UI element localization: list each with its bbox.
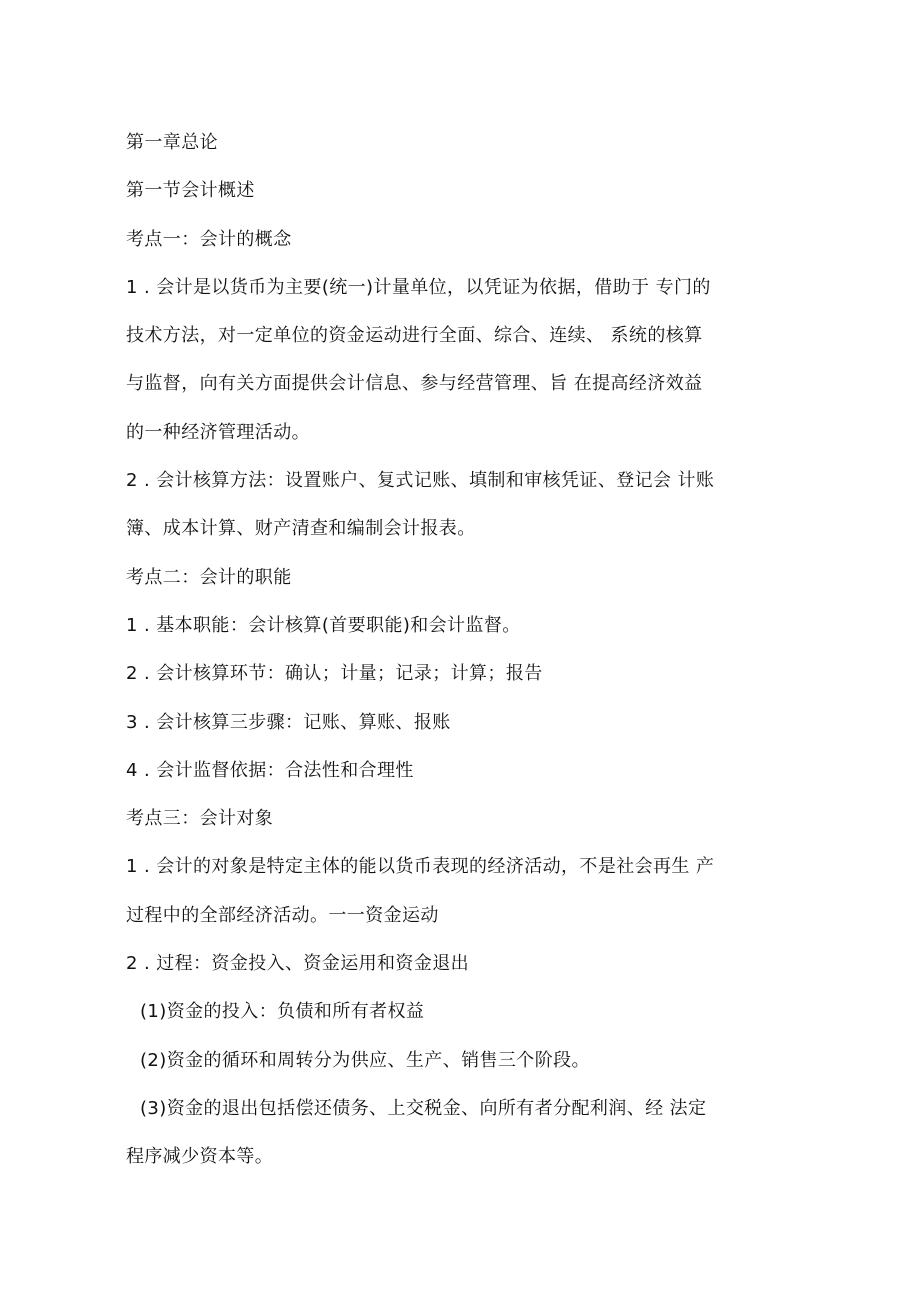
sub-item: (3)资金的退出包括偿还债务、上交税金、向所有者分配利润、经 法定 xyxy=(140,1097,707,1119)
paragraph-line: 技术方法，对一定单位的资金运动进行全面、综合、连续、 系统的核算 xyxy=(126,325,703,347)
paragraph-line: 1 . 基本职能：会计核算(首要职能)和会计监督。 xyxy=(126,614,521,636)
paragraph-line: 2 . 会计核算环节：确认；计量；记录；计算；报告 xyxy=(126,663,543,685)
topic-heading-3: 考点三：会计对象 xyxy=(126,808,274,830)
paragraph-line: 程序减少资本等。 xyxy=(126,1146,274,1168)
topic-heading-2: 考点二：会计的职能 xyxy=(126,566,292,588)
paragraph-line: 4 . 会计监督依据：合法性和合理性 xyxy=(126,759,414,781)
paragraph-line: 1 . 会计的对象是特定主体的能以货币表现的经济活动，不是社会再生 产 xyxy=(126,856,715,878)
paragraph-line: 1 . 会计是以货币为主要(统一)计量单位，以凭证为依据，借助于 专门的 xyxy=(126,276,711,298)
chapter-title: 第一章总论 xyxy=(126,132,218,153)
paragraph-line: 3 . 会计核算三步骤：记账、算账、报账 xyxy=(126,711,451,733)
topic-heading-1: 考点一：会计的概念 xyxy=(126,228,292,250)
paragraph-line: 2 . 会计核算方法：设置账户、复式记账、填制和审核凭证、登记会 计账 xyxy=(126,470,715,492)
section-title: 第一节会计概述 xyxy=(126,180,255,202)
sub-item: (2)资金的循环和周转分为供应、生产、销售三个阶段。 xyxy=(140,1049,590,1071)
sub-item: (1)资金的投入：负债和所有者权益 xyxy=(140,1001,425,1023)
paragraph-line: 2 . 过程：资金投入、资金运用和资金退出 xyxy=(126,953,470,975)
paragraph-line: 簿、成本计算、财产清查和编制会计报表。 xyxy=(126,518,476,540)
paragraph-line: 的一种经济管理活动。 xyxy=(126,421,310,443)
paragraph-line: 过程中的全部经济活动。一一资金运动 xyxy=(126,904,439,926)
document-body xyxy=(126,131,766,1194)
paragraph-line: 与监督，向有关方面提供会计信息、参与经营管理、旨 在提高经济效益 xyxy=(126,373,703,395)
